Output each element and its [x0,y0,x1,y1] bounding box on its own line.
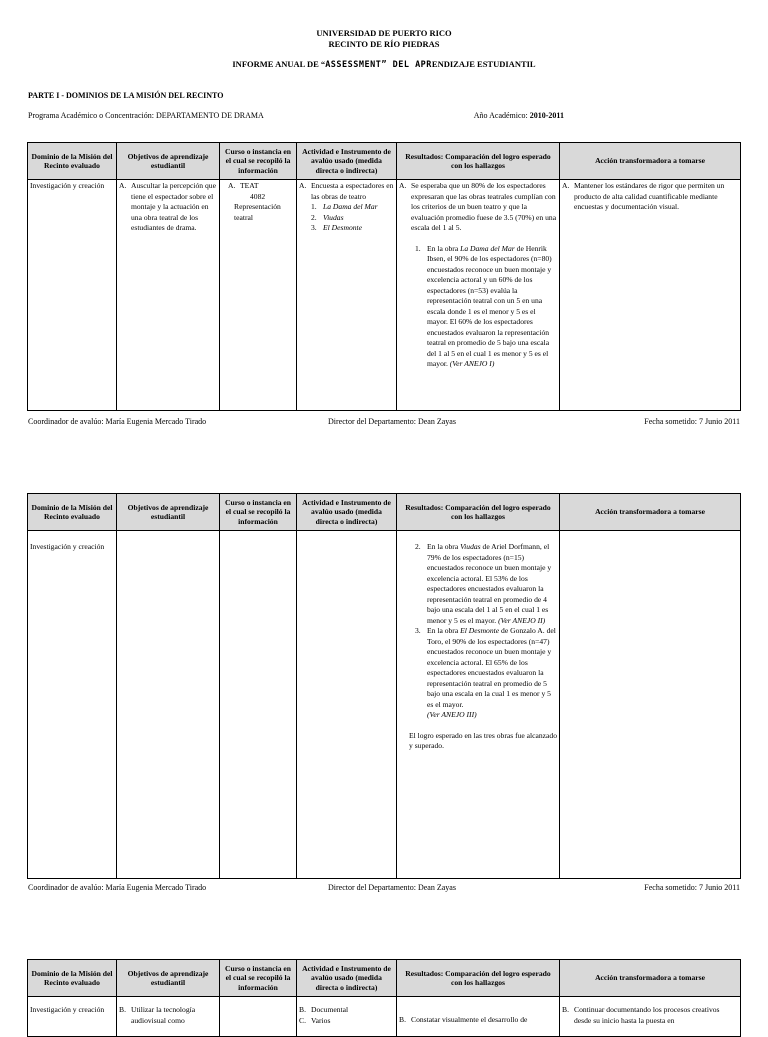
assessment-table-2 [27,493,741,879]
cell-objective: B. Utilizar la tecnología audiovisual como [117,997,220,1037]
col-header-objectives: Objetivos de aprendizaje estudiantil [117,960,220,997]
cell-objective: A. Auscultar la percepción que tiene el espectador sobre el montaje y la actuación en una obra teatral de los estudiantes de drama. [117,180,220,411]
col-header-domain: Dominio de la Misión del Recinto evaluado [28,960,117,997]
cell-results: A. Se esperaba que un 80% de los espectadores expresaran que las obras teatrales cumplían con los criterios de un buen teatro y que la evaluación promedio fuese de 3.5 (70%) en una escala del 1 al 5. 1. En la obra La Dama del Mar de Henrik Ibsen, el 90% de los espectadores (n=80) encuestados reconoce un buen montaje y excelencia actoral y un 60% de los espectadores (n=53) evalúa la representación teatral con un 5 en una escala donde 1 es el menor y 5 es el mayor. El 60% de los espectadores encuestados evaluaron la representación teatral en promedio de 5 bajo una escala del 1 al 5 en el cual 1 es menor y 5 es el mayor. (Ver ANEJO I) [397,180,560,411]
cell-action [560,531,741,879]
footer-1: Coordinador de avalúo: María Eugenia Mercado Tirado Director del Departamento: Dean Zayas Fecha sometido: 7 Junio 2011 [28,417,740,426]
assessment-table-3 [27,959,741,1037]
part-title: PARTE I - DOMINIOS DE LA MISIÓN DEL RECINTO [28,91,224,100]
cell-objective [117,531,220,879]
cell-domain: Investigación y creación [28,997,117,1037]
results-conclusion: El logro esperado en las tres obras fue alcanzado y superado. [409,730,558,750]
cell-course [220,531,297,879]
footer-2: Coordinador de avalúo: María Eugenia Mercado Tirado Director del Departamento: Dean Zayas Fecha sometido: 7 Junio 2011 [28,883,740,892]
col-header-domain: Dominio de la Misión del Recinto evaluado [28,143,117,180]
university-name: UNIVERSIDAD DE PUERTO RICO [316,28,452,38]
program-label: Programa Académico o Concentración: DEPARTAMENTO DE DRAMA [28,111,264,120]
col-header-objectives: Objetivos de aprendizaje estudiantil [117,143,220,180]
cell-results: B. Constatar visualmente el desarrollo de [397,997,560,1037]
campus-name: RECINTO DE RÍO PIEDRAS [328,39,440,49]
cell-course [220,997,297,1037]
col-header-action: Acción transformadora a tomarse [560,143,741,180]
col-header-results: Resultados: Comparación del logro esperado con los hallazgos [397,494,560,531]
cell-course: A. TEAT 4082 Representación teatral [220,180,297,411]
col-header-activity: Actividad e Instrumento de avalúo usado (medida directa o indirecta) [297,143,397,180]
col-header-activity: Actividad e Instrumento de avalúo usado (medida directa o indirecta) [297,960,397,997]
cell-action: A. Mantener los estándares de rigor que permiten un producto de alta calidad cuantificable mediante encuestas y documentación visual. [560,180,741,411]
col-header-course: Curso o instancia en el cual se recopiló la información [220,494,297,531]
academic-year: Año Académico: 2010-2011 [473,111,564,120]
program-line [28,111,740,120]
col-header-course: Curso o instancia en el cual se recopiló la información [220,143,297,180]
col-header-domain: Dominio de la Misión del Recinto evaluado [28,494,117,531]
cell-activity: B. Documental C. Varios [297,997,397,1037]
cell-activity: A. Encuesta a espectadores en las obras de teatro 1. La Dama del Mar 2. Viudas 3. El Desmonte [297,180,397,411]
col-header-results: Resultados: Comparación del logro esperado con los hallazgos [397,960,560,997]
report-title: INFORME ANUAL DE “ASSESSMENT” DEL APRENDIZAJE ESTUDIANTIL [232,59,536,70]
col-header-results: Resultados: Comparación del logro esperado con los hallazgos [397,143,560,180]
col-header-action: Acción transformadora a tomarse [560,494,741,531]
assessment-table-1 [27,142,741,411]
cell-results: 2. En la obra Viudas de Ariel Dorfmann, el 79% de los espectadores (n=15) encuestados reconoce un buen montaje y excelencia actoral. El 53% de los espectadores encuestados evaluaron la representación teatral en promedio de 4 bajo una escala del 1 al 5 en el cual 1 es menor y 5 es el mayor. (Ver ANEJO II) 3. En la obra El Desmonte de Gonzalo A. del Toro, el 90% de los espectadores (n=47) encuestados reconoce un buen montaje y excelencia actoral. El 65% de los espectadores encuestados evaluaron la representación teatral en promedio de 5 bajo una escala en la cual 1 es menor y 5 es el mayor. (Ver ANEJO III) El logro esperado en las tres obras fue alcanzado y superado. [397,531,560,879]
col-header-action: Acción transformadora a tomarse [560,960,741,997]
col-header-activity: Actividad e Instrumento de avalúo usado (medida directa o indirecta) [297,494,397,531]
cell-action: B. Continuar documentando los procesos creativos desde su inicio hasta la puesta en [560,997,741,1037]
cell-domain: Investigación y creación [28,180,117,411]
cell-activity [297,531,397,879]
col-header-objectives: Objetivos de aprendizaje estudiantil [117,494,220,531]
cell-domain: Investigación y creación [28,531,117,879]
col-header-course: Curso o instancia en el cual se recopiló la información [220,960,297,997]
